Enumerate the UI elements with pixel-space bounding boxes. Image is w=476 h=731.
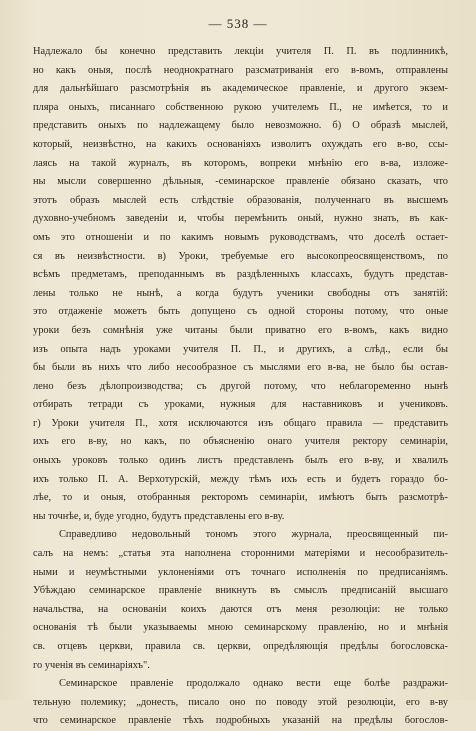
text-line: г) Уроки учителя П., хотя исключаются изъ общаго правила — представить: [33, 417, 448, 429]
text-line: представить оныхъ по надлежащему было невозможно. б) О образѣ мыслей,: [33, 120, 448, 132]
text-line: но какъ оныя, послѣ неоднократнаго разсматриванія его в-вомъ, отправлены: [33, 64, 448, 76]
body-text: [33, 43, 448, 731]
text-line: который, неизвѣстно, на какихъ основаніяхъ изволитъ охуждать его в-во, ссы-: [33, 138, 448, 150]
text-line: Семинарское правленіе продолжало однако вести еще болѣе раздражи-: [59, 678, 448, 690]
page-number: — 538 —: [208, 16, 268, 31]
text-line: ны точнѣе, и, буде угодно, будутъ представлены его в-ву.: [33, 510, 285, 522]
text-line: оныхъ уроковъ только одинъ листъ представленъ былъ его в-ву, и хвалилъ: [33, 455, 448, 467]
text-line: что семинарское правленіе тѣхъ подробныхъ указаній на предѣлы богослов-: [33, 715, 448, 727]
text-line: духовно-учебномъ заведеніи и, чтобы перемѣнить оный, нужно знать, въ как-: [33, 213, 448, 225]
text-line: отбирать тетради съ уроками, нужныя для наставниковъ и учениковъ.: [33, 399, 448, 411]
text-line: го ученія въ семинаріяхъ".: [33, 659, 150, 671]
text-line: пляра оныхъ, писаннаго собственною рукою учителемъ П., не имѣется, то и: [33, 101, 448, 113]
text-line: ся въ неизвѣстности. в) Уроки, требуемые его высокопреосвященствомъ, по: [33, 250, 448, 262]
text-line: Справедливо недовольный тономъ этого журнала, преосвященный пи-: [59, 529, 448, 541]
text-line: этотъ образъ мыслей есть слѣдствіе образованія, полученнаго въ высшемъ: [33, 194, 448, 206]
text-line: св. отцевъ церкви, правила св. церкви, опредѣляющія предѣлы богословска-: [33, 641, 448, 652]
text-line: изъ опыта надъ уроками учителя П. П., и другихъ, а слѣд., если бы: [33, 343, 448, 355]
text-line: омъ это отношеніи и по какимъ новымъ руководствамъ, что доселѣ остает-: [33, 231, 448, 243]
text-line: лаясь на такой журналъ, въ которомъ, вопреки мнѣнію его в-ва, изложе-: [33, 157, 448, 169]
text-line: начальства, на основаніи коихъ даются отъ меня резолюціи: не только: [33, 603, 448, 615]
text-line: салъ на немъ: „статья эта наполнена сторонними матеріями и несообразитель-: [33, 548, 448, 560]
text-line: для дальнѣйшаго разсмотрѣнія въ академическое правленіе, и другого экзем-: [33, 83, 448, 95]
text-line: бы были въ нихъ что либо несообразное съ мыслями его в-ва, не было бы остав-: [33, 362, 448, 374]
text-line: ны мысли совершенно дѣльныя, -семинарское правленіе обязано сказать, что: [33, 176, 448, 188]
text-line: ными и неумѣстными уклоненіями отъ точнаго исполненія по предписаніямъ.: [33, 566, 448, 578]
text-line: уроки безъ сомнѣнія уже читаны были приватно его в-вомъ, какъ видно: [33, 324, 448, 336]
text-line: тельную полемику; „донесть, писало оно по поводу этой резолюціи, его в-ву: [33, 696, 448, 708]
text-line: ихъ только П. А. Верхотурскій, между тѣмъ ихъ есть и будетъ гораздо бо-: [33, 473, 448, 485]
text-line: лены только не нынѣ, а когда будутъ ученики свободны отъ занятій:: [33, 287, 448, 299]
text-line: ихъ его в-ву, но какъ, по объясненію онаго учителя ректору семинаріи,: [33, 436, 448, 448]
text-line: это отдаженіе можетъ быть допущено съ одной стороны потому, что оные: [33, 306, 448, 318]
text-line: Надлежало бы конечно представить лекціи учителя П. П. въ подлинникѣ,: [33, 46, 448, 57]
text-line: лѣе, то и оныя, отобранныя ректоромъ семинаріи, имѣютъ быть разсмотрѣ-: [33, 492, 448, 504]
text-line: лено безъ дѣлопроизводства; съ другой потому, что неблагоременно нынѣ: [33, 380, 448, 392]
text-line: Убѣждаю семинарское правленіе вникнуть въ смыслъ предписаній высшаго: [33, 585, 448, 597]
text-line: основанія тѣ были указываемы мною семинарскому правленію, но и мнѣнія: [33, 622, 448, 634]
text-line: всѣмъ предметамъ, преподаннымъ въ раздѣленныхъ классахъ, будутъ представ-: [33, 269, 448, 281]
